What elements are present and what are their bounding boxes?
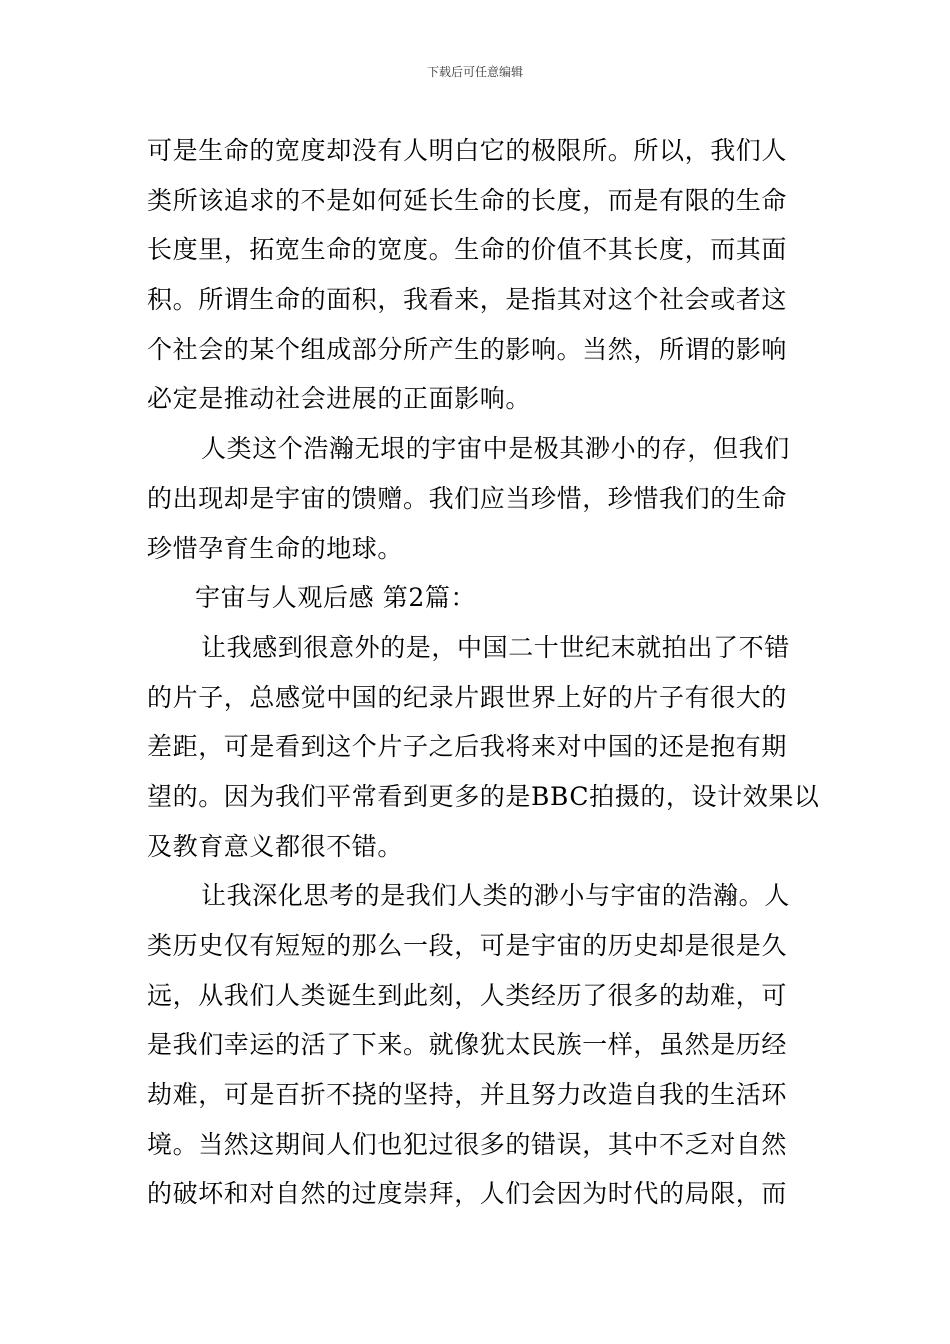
paragraph-line: 类历史仅有短短的那么一段，可是宇宙的历史却是很是久 xyxy=(147,931,788,960)
paragraph-line: 积。所谓生命的面积，我看来，是指其对这个社会或者这 xyxy=(147,285,788,315)
paragraph-line: 是我们幸运的活了下来。就像犹太民族一样，虽然是历经 xyxy=(147,1030,788,1060)
section-heading: 宇宙与人观后感 第2篇： xyxy=(195,583,477,613)
paragraph-line: 的片子，总感觉中国的纪录片跟世界上好的片子有很大的 xyxy=(147,682,788,712)
paragraph-line: 劫难，可是百折不挠的坚持，并且努力改造自我的生活环 xyxy=(147,1080,788,1110)
paragraph-line: 可是生命的宽度却没有人明白它的极限所。所以，我们人 xyxy=(147,136,788,165)
paragraph-line: 个社会的某个组成部分所产生的影响。当然，所谓的影响 xyxy=(147,334,788,364)
paragraph-line: 长度里，拓宽生命的宽度。生命的价值不其长度，而其面 xyxy=(147,235,788,265)
paragraph-line: 让我深化思考的是我们人类的渺小与宇宙的浩瀚。人 xyxy=(201,881,790,911)
paragraph-line: 的破坏和对自然的过度崇拜，人们会因为时代的局限，而 xyxy=(147,1179,788,1209)
paragraph-line: 远，从我们人类诞生到此刻，人类经历了很多的劫难，可 xyxy=(147,980,788,1010)
paragraph-line: 珍惜孕育生命的地球。 xyxy=(147,533,404,563)
page-header: 下载后可任意编辑 xyxy=(426,65,523,79)
paragraph-line: 及教育意义都很不错。 xyxy=(147,831,404,861)
paragraph-line: 差距，可是看到这个片子之后我将来对中国的还是抱有期 xyxy=(147,732,788,762)
paragraph-line: 让我感到很意外的是，中国二十世纪末就拍出了不错 xyxy=(201,632,790,662)
paragraph-line: 望的。因为我们平常看到更多的是BBC拍摄的，设计效果以 xyxy=(147,781,820,811)
paragraph-line: 必定是推动社会进展的正面影响。 xyxy=(147,384,532,414)
paragraph-line: 人类这个浩瀚无垠的宇宙中是极其渺小的存，但我们 xyxy=(201,434,790,464)
paragraph-line: 类所该追求的不是如何延长生命的长度，而是有限的生命 xyxy=(147,185,788,215)
paragraph-line: 境。当然这期间人们也犯过很多的错误，其中不乏对自然 xyxy=(147,1129,788,1159)
paragraph-line: 的出现却是宇宙的馈赠。我们应当珍惜，珍惜我们的生命 xyxy=(147,483,788,513)
body-text xyxy=(147,126,820,1219)
